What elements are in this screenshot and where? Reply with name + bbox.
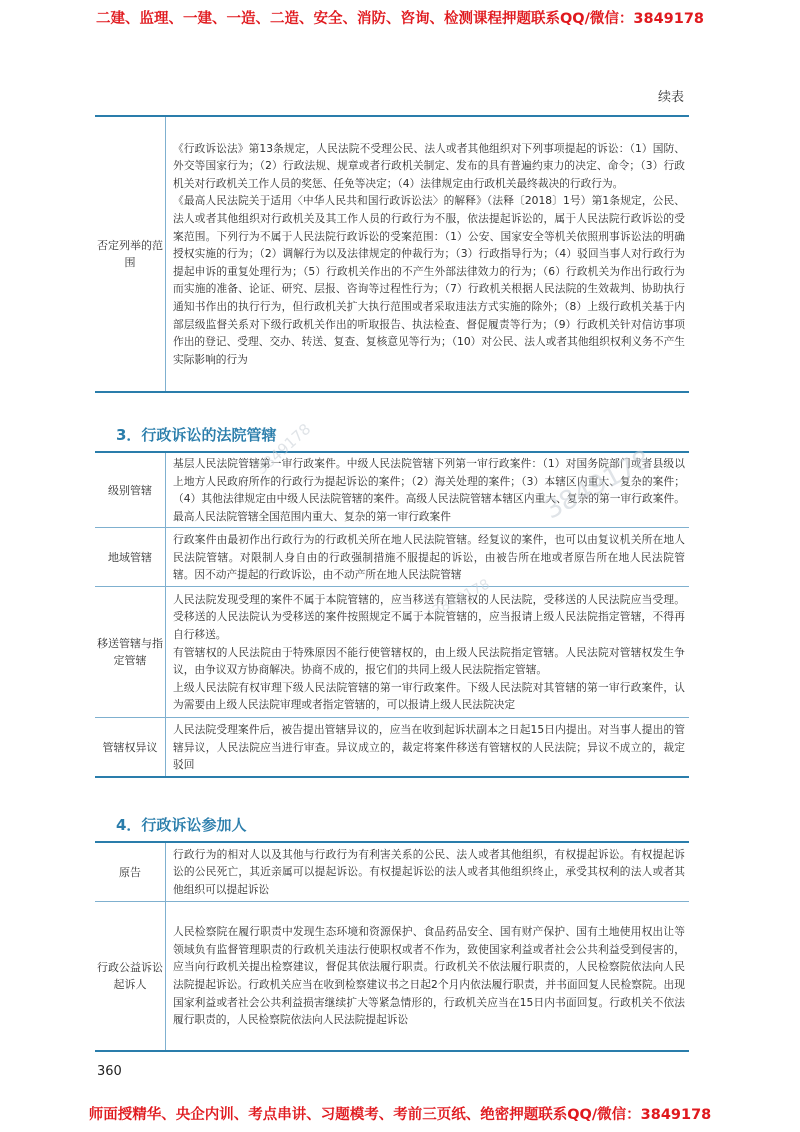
continued-label: 续表 [657,90,684,105]
paragraph: 行政案件由最初作出行政行为的行政机关所在地人民法院管辖。经复议的案件，也可以由复议机关所在地人民法院管辖。对限制人身自由的行政强制措施不服提起的诉讼，由被告所在地或者原告所在地人民法院管辖。因不动产提起的行政诉讼，由不动产所在地人民法院管辖 [173,532,685,582]
row-content [166,902,690,1052]
paragraph: 人民法院受理案件后，被告提出管辖异议的，应当在收到起诉状副本之日起15日内提出。对当事人提出的管辖异议，人民法院应当进行审查。异议成立的，裁定将案件移送有管辖权的人民法院；异议不成立的，裁定驳回 [173,722,685,772]
table-row [95,116,689,392]
row-content [166,116,690,392]
paragraph: 有管辖权的人民法院由于特殊原因不能行使管辖权的，由上级人民法院指定管辖。人民法院对管辖权发生争议，由争议双方协商解决。协商不成的，报它们的共同上级人民法院指定管辖。 [173,645,685,677]
paragraph: 行政行为的相对人以及其他与行政行为有利害关系的公民、法人或者其他组织，有权提起诉讼。有权提起诉讼的公民死亡，其近亲属可以提起诉讼。有权提起诉讼的法人或者其他组织终止，承受其权利的法人或者其他组织可以提起诉讼 [173,847,685,896]
table-row [95,842,689,902]
header-banner: 二建、监理、一建、一造、二造、安全、消防、咨询、检测课程押题联系QQ/微信：3849178 [95,11,705,27]
page-number: 360 [97,1064,122,1079]
paragraph: 上级人民法院有权审理下级人民法院管辖的第一审行政案件。下级人民法院对其管辖的第一审行政案件，认为需要由上级人民法院审理或者指定管辖的，可以报请上级人民法院决定 [173,680,685,712]
paragraph: 基层人民法院管辖第一审行政案件。中级人民法院管辖下列第一审行政案件：（1）对国务院部门或者县级以上地方人民政府所作的行政行为提起诉讼的案件；（2）海关处理的案件；（3）本辖区内重大、复杂的案件；（4）其他法律规定由中级人民法院管辖的案件。高级人民法院管辖本辖区内重大、复杂的第一审行政案件。最高人民法院管辖全国范围内重大、复杂的第一审行政案件 [173,457,685,523]
paragraph: 《最高人民法院关于适用〈中华人民共和国行政诉讼法〉的解释》（法释〔2018〕1号）第1条规定，公民、法人或者其他组织对行政机关及其工作人员的行政行为不服，依法提起诉讼的，属于人民法院行政诉讼的受案范围。下列行为不属于人民法院行政诉讼的受案范围：（1）公安、国家安全等机关依照刑事诉讼法的明确授权实施的行为；（2）调解行为以及法律规定的仲裁行为；（3）行政指导行为；（4）驳回当事人对行政行为提起申诉的重复处理行为；（5）行政机关作出的不产生外部法律效力的行为；（6）行政机关为作出行政行为而实施的准备、论证、研究、层报、咨询等过程性行为；（7）行政机关根据人民法院的生效裁判、协助执行通知书作出的执行行为，但行政机关扩大执行范围或者采取违法方式实施的除外；（8）上级行政机关基于内部层级监督关系对下级行政机关作出的听取报告、执法检查、督促履责等行为；（9）行政机关针对信访事项作出的登记、受理、交办、转送、复查、复核意见等行为；（10）对公民、法人或者其他组织权利义务不产生实际影响的行为 [173,194,685,366]
row-content [166,718,690,778]
paragraph: 人民法院发现受理的案件不属于本院管辖的，应当移送有管辖权的人民法院，受移送的人民法院应当受理。受移送的人民法院认为受移送的案件按照规定不属于本院管辖的，应当报请上级人民法院指定管辖，不得再自行移送。 [173,592,685,641]
table-row [95,718,689,778]
section-title: 3．行政诉讼的法院管辖 [116,426,277,444]
watermark: 3849178 [252,419,315,479]
watermark: 3849178 [429,576,493,620]
footer-banner: 师面授精华、央企内训、考点串讲、习题模考、考前三页纸、绝密押题联系QQ/微信：3849178 [88,1107,712,1123]
paragraph: 《行政诉讼法》第13条规定，人民法院不受理公民、法人或者其他组织对下列事项提起的诉讼：（1）国防、外交等国家行为；（2）行政法规、规章或者行政机关制定、发布的具有普遍约束力的决定、命令；（3）行政机关对行政机关工作人员的奖惩、任免等决定；（4）法律规定由行政机关最终裁决的行政行为。 [173,141,685,190]
row-label: 管辖权异议 [95,718,166,778]
row-label: 级别管辖 [95,452,166,528]
row-label: 移送管辖与指定管辖 [95,587,166,718]
table-row [95,902,689,1052]
litigation-participants-table [95,841,689,1052]
row-label: 否定列举的范围 [95,116,166,392]
table-row [95,587,689,718]
row-content [166,587,690,718]
row-label: 地域管辖 [95,528,166,587]
section-title: 4．行政诉讼参加人 [116,816,247,834]
row-label: 原告 [95,842,166,902]
row-content [166,842,690,902]
row-label: 行政公益诉讼起诉人 [95,902,166,1052]
scope-exclusion-table [95,115,689,393]
row-content [166,528,690,587]
table-row [95,528,689,587]
watermark: 3849178 [539,444,657,526]
paragraph: 人民检察院在履行职责中发现生态环境和资源保护、食品药品安全、国有财产保护、国有土地使用权出让等领域负有监督管理职责的行政机关违法行使职权或者不作为，致使国家利益或者社会公共利益受到侵害的，应当向行政机关提出检察建议，督促其依法履行职责。行政机关不依法履行职责的，人民检察院依法向人民法院提起诉讼。行政机关应当在收到检察建议书之日起2个月内依法履行职责，并书面回复人民检察院。出现国家利益或者社会公共利益损害继续扩大等紧急情形的，行政机关应当在15日内书面回复。行政机关不依法履行职责的，人民检察院依法向人民法院提起诉讼 [173,925,685,1027]
